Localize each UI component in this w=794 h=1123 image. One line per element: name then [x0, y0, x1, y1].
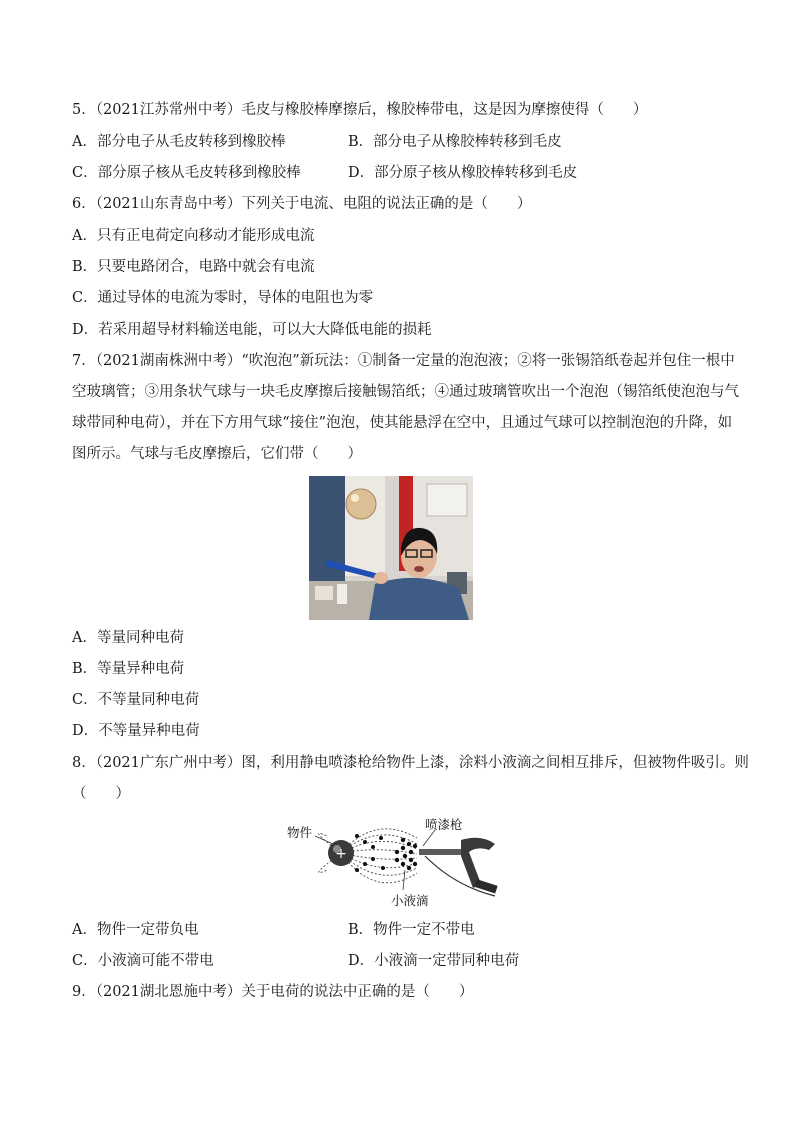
spray-gun-diagram — [285, 816, 503, 911]
q5-option-c: C．部分原子核从毛皮转移到橡胶棒 — [72, 165, 301, 181]
q7-stem-line2: 空玻璃管；③用条状气球与一块毛皮摩擦后接触锡箔纸；④通过玻璃管吹出一个泡泡（锡箔纸使泡泡与气 — [72, 384, 739, 400]
label-droplet: 小液滴 — [391, 893, 429, 908]
q5-option-a: A．部分电子从毛皮转移到橡胶棒 — [72, 134, 286, 150]
q6-option-c: C．通过导体的电流为零时，导体的电阻也为零 — [72, 290, 374, 306]
label-object: 物件 — [287, 825, 313, 840]
q7-stem-line4: 图所示。气球与毛皮摩擦后，它们带（ ） — [72, 446, 362, 462]
q8-stem-line1: 8．（2021广东广州中考）图，利用静电喷漆枪给物件上漆，涂料小液滴之间相互排斥，但被物件吸引。则 — [72, 755, 749, 771]
q6-stem: 6．（2021山东青岛中考）下列关于电流、电阻的说法正确的是（ ） — [72, 196, 532, 212]
bubble-photo — [309, 476, 473, 620]
q7-option-b: B．等量异种电荷 — [72, 661, 185, 677]
plus-sign: + — [335, 846, 347, 862]
q5-option-b: B．部分电子从橡胶棒转移到毛皮 — [348, 134, 562, 150]
q5-stem: 5．（2021江苏常州中考）毛皮与橡胶棒摩擦后，橡胶棒带电，这是因为摩擦使得（ ） — [72, 102, 648, 118]
label-spray-gun: 喷漆枪 — [425, 817, 463, 832]
q5-option-d: D．部分原子核从橡胶棒转移到毛皮 — [348, 165, 578, 181]
q7-option-d: D．不等量异种电荷 — [72, 723, 200, 739]
q8-option-d: D．小液滴一定带同种电荷 — [348, 953, 520, 969]
q7-stem-line1: 7．（2021湖南株洲中考）“吹泡泡”新玩法：①制备一定量的泡泡液；②将一张锡箔纸卷起并包住一根中 — [72, 353, 735, 369]
q9-stem: 9．（2021湖北恩施中考）关于电荷的说法中正确的是（ ） — [72, 984, 474, 1000]
q6-option-d: D．若采用超导材料输送电能，可以大大降低电能的损耗 — [72, 322, 432, 338]
q7-stem-line3: 球带同种电荷），并在下方用气球“接住”泡泡，使其能悬浮在空中，且通过气球可以控制泡泡的升降，如 — [72, 415, 733, 431]
q8-option-a: A．物件一定带负电 — [72, 922, 199, 938]
q8-option-b: B．物件一定不带电 — [348, 922, 475, 938]
q7-option-a: A．等量同种电荷 — [72, 630, 184, 646]
q6-option-b: B．只要电路闭合，电路中就会有电流 — [72, 259, 315, 275]
q8-stem-line2: （ ） — [72, 786, 130, 802]
q8-option-c: C．小液滴可能不带电 — [72, 953, 214, 969]
q7-option-c: C．不等量同种电荷 — [72, 692, 200, 708]
q6-option-a: A．只有正电荷定向移动才能形成电流 — [72, 228, 315, 244]
